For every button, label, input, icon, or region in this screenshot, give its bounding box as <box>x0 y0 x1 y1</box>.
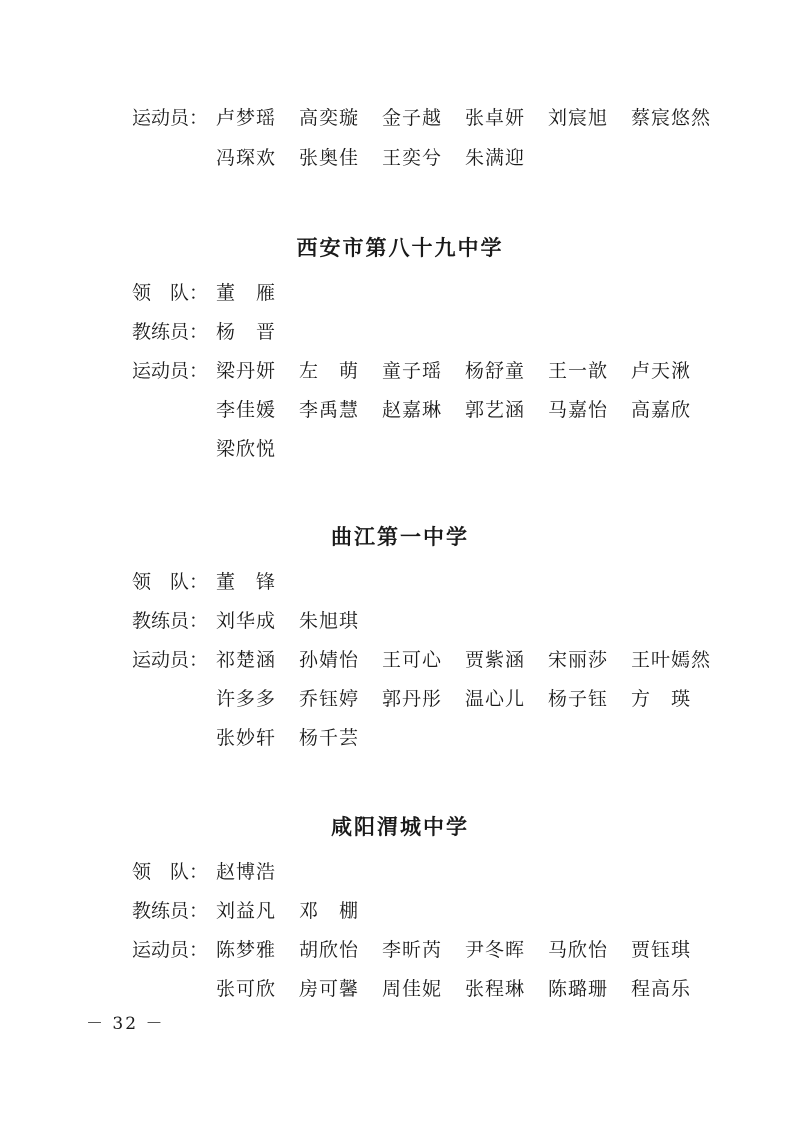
athlete-name: 童子瑶 <box>382 360 443 382</box>
athlete-name: 王一歆 <box>548 360 609 382</box>
athlete-name: 张可欣 <box>216 978 277 1000</box>
athlete-name: 刘宸旭 <box>548 107 609 129</box>
athlete-name: 乔钰婷 <box>299 688 360 710</box>
athlete-name: 房可馨 <box>299 978 360 1000</box>
coach-name: 刘华成 <box>216 610 277 632</box>
athlete-name: 尹冬晖 <box>465 939 526 961</box>
athlete-name: 梁欣悦 <box>216 438 277 460</box>
leader-name: 董 锋 <box>216 571 277 593</box>
athlete-name: 杨千芸 <box>299 727 360 749</box>
athlete-name: 张妙轩 <box>216 727 277 749</box>
athlete-name: 李佳媛 <box>216 399 277 421</box>
athlete-name: 金子越 <box>382 107 443 129</box>
athlete-name: 张卓妍 <box>465 107 526 129</box>
athlete-name: 陈梦雅 <box>216 939 277 961</box>
coach-name: 杨 晋 <box>216 321 277 343</box>
athlete-name: 马嘉怡 <box>548 399 609 421</box>
athlete-label: 运动员： <box>132 939 209 961</box>
athlete-name: 温心儿 <box>465 688 526 710</box>
athlete-name: 高奕璇 <box>299 107 360 129</box>
athlete-name: 梁丹妍 <box>216 360 277 382</box>
athlete-name: 高嘉欣 <box>631 399 692 421</box>
athlete-name: 方 瑛 <box>631 688 692 710</box>
athlete-name: 郭丹彤 <box>382 688 443 710</box>
athlete-name: 杨子钰 <box>548 688 609 710</box>
athlete-label: 运动员： <box>132 360 209 382</box>
coach-name: 刘益凡 <box>216 900 277 922</box>
athlete-name: 王可心 <box>382 649 443 671</box>
athlete-name: 程高乐 <box>631 978 692 1000</box>
athlete-name: 陈璐珊 <box>548 978 609 1000</box>
athlete-name: 卢梦瑶 <box>216 107 277 129</box>
athlete-name: 冯琛欢 <box>216 147 277 169</box>
coach-label: 教练员： <box>132 900 209 922</box>
athlete-name: 张程琳 <box>465 978 526 1000</box>
athlete-name: 周佳妮 <box>382 978 443 1000</box>
athlete-name: 张奥佳 <box>299 147 360 169</box>
athlete-label: 运动员： <box>132 649 209 671</box>
athlete-name: 马欣怡 <box>548 939 609 961</box>
coach-label: 教练员： <box>132 321 209 343</box>
athlete-label: 运动员： <box>132 107 209 129</box>
athlete-name: 贾钰琪 <box>631 939 692 961</box>
athlete-name: 卢天湫 <box>631 360 692 382</box>
athlete-name: 贾紫涵 <box>465 649 526 671</box>
school-title: 咸阳渭城中学 <box>331 815 469 839</box>
athlete-name: 王奕兮 <box>382 147 443 169</box>
athlete-name: 孙婧怡 <box>299 649 360 671</box>
athlete-name: 蔡宸悠然 <box>631 107 712 129</box>
athlete-name: 郭艺涵 <box>465 399 526 421</box>
leader-name: 赵博浩 <box>216 861 277 883</box>
leader-name: 董 雁 <box>216 282 277 304</box>
athlete-name: 赵嘉琳 <box>382 399 443 421</box>
leader-label: 领 队： <box>132 282 209 304</box>
coach-name: 朱旭琪 <box>299 610 360 632</box>
athlete-name: 杨舒童 <box>465 360 526 382</box>
athlete-name: 祁楚涵 <box>216 649 277 671</box>
athlete-name: 朱满迎 <box>465 147 526 169</box>
school-title: 曲江第一中学 <box>331 525 469 549</box>
athlete-name: 李禹慧 <box>299 399 360 421</box>
athlete-name: 许多多 <box>216 688 277 710</box>
coach-name: 邓 棚 <box>299 900 360 922</box>
coach-label: 教练员： <box>132 610 209 632</box>
page-number: － 32 － <box>86 1014 165 1034</box>
leader-label: 领 队： <box>132 861 209 883</box>
athlete-name: 胡欣怡 <box>299 939 360 961</box>
school-title: 西安市第八十九中学 <box>296 236 504 260</box>
athlete-name: 王叶嫣然 <box>631 649 712 671</box>
athlete-name: 宋丽莎 <box>548 649 609 671</box>
athlete-name: 左 萌 <box>299 360 360 382</box>
leader-label: 领 队： <box>132 571 209 593</box>
athlete-name: 李昕芮 <box>382 939 443 961</box>
